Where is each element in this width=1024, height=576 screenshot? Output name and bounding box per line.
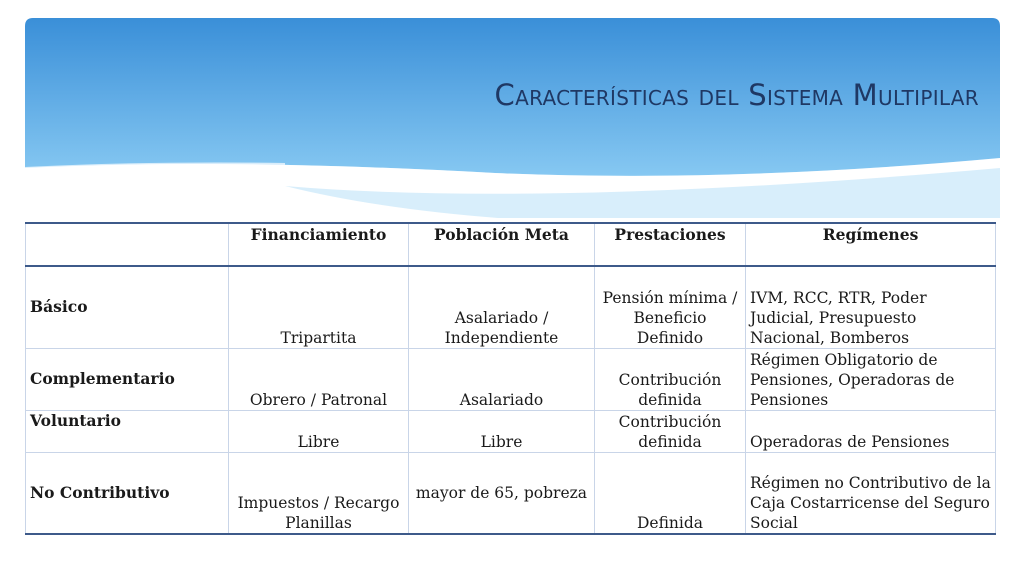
table-row (26, 452, 996, 534)
header-regimenes: Regímenes (746, 223, 996, 266)
cell-poblacion: Asalariado / Independiente (409, 266, 595, 348)
header-corner (26, 223, 229, 266)
cell-prestaciones: Definida (595, 452, 746, 534)
cell-regimenes: Operadoras de Pensiones (746, 410, 996, 452)
cell-prestaciones: Contribución definida (595, 410, 746, 452)
row-label-no-contributivo: No Contributivo (26, 452, 229, 534)
pension-systems-table (25, 222, 996, 535)
cell-regimenes: IVM, RCC, RTR, Poder Judicial, Presupuesto Nacional, Bomberos (746, 266, 996, 348)
table-header-row (26, 223, 996, 266)
slide-title: Características del Sistema Multipilar (494, 78, 979, 112)
row-label-voluntario: Voluntario (26, 410, 229, 452)
header-financiamiento: Financiamiento (229, 223, 409, 266)
cell-regimenes: Régimen Obligatorio de Pensiones, Operadoras de Pensiones (746, 348, 996, 410)
table-row (26, 348, 996, 410)
table-row (26, 410, 996, 452)
header-prestaciones: Prestaciones (595, 223, 746, 266)
cell-financiamiento: Tripartita (229, 266, 409, 348)
cell-prestaciones: Contribución definida (595, 348, 746, 410)
header-poblacion-meta: Población Meta (409, 223, 595, 266)
row-label-basico: Básico (26, 266, 229, 348)
cell-financiamiento: Impuestos / Recargo Planillas (229, 452, 409, 534)
cell-poblacion: mayor de 65, pobreza (409, 452, 595, 534)
cell-regimenes: Régimen no Contributivo de la Caja Costarricense del Seguro Social (746, 452, 996, 534)
cell-financiamiento: Libre (229, 410, 409, 452)
cell-poblacion: Libre (409, 410, 595, 452)
cell-prestaciones: Pensión mínima / Beneficio Definido (595, 266, 746, 348)
wave-banner-graphic (25, 18, 1000, 218)
header-banner (25, 18, 1000, 218)
table-row (26, 266, 996, 348)
row-label-complementario: Complementario (26, 348, 229, 410)
cell-poblacion: Asalariado (409, 348, 595, 410)
cell-financiamiento: Obrero / Patronal (229, 348, 409, 410)
